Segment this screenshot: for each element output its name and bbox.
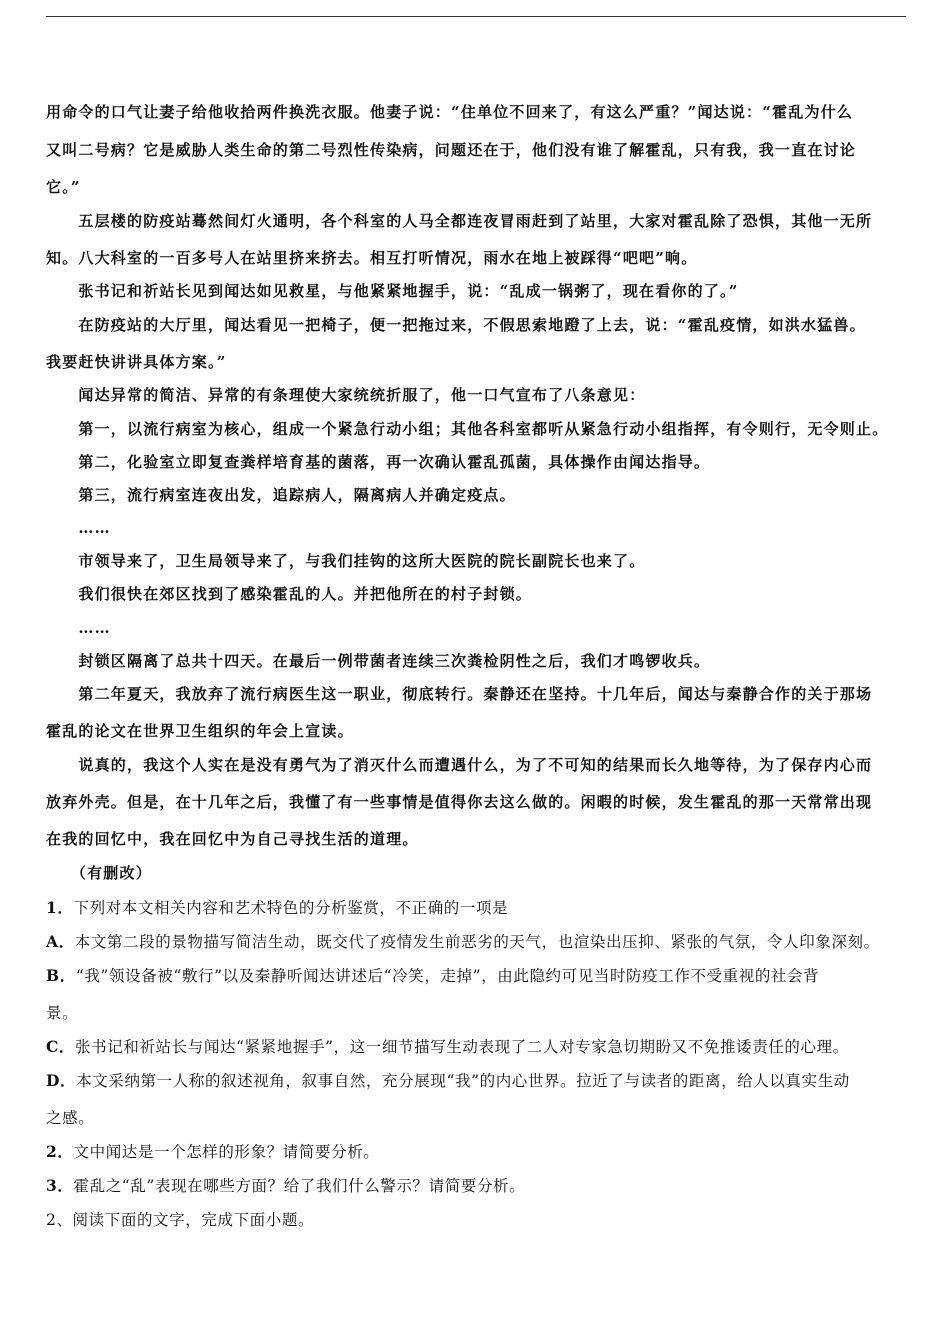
story-line: 我们很快在郊区找到了感染霍乱的人。并把他所在的村子封锁。 [46,585,533,603]
source-note: （有删改） [46,864,152,882]
option-letter: C． [46,1037,76,1056]
option-letter: D． [46,1071,77,1090]
question-line [46,1174,912,1196]
story-line: …… [46,619,111,637]
question-text: 霍乱之“乱”表现在哪些方面？给了我们什么警示？请简要分析。 [73,1177,526,1195]
question-number: 1． [46,898,74,917]
question-line [46,1140,912,1162]
option-line [46,964,912,986]
story-line: 我要赶快讲讲具体方案。” [46,353,227,371]
option-line [46,1106,912,1128]
story-line: 用命令的口气让妻子给他收拾两件换洗衣服。他妻子说：“住单位不回来了，有这么严重？”闻达说：“霍乱为什么 [46,103,854,121]
option-text: 之感。 [46,1109,95,1127]
option-text: 本文采纳第一人称的叙述视角，叙事自然，充分展现“我”的内心世界。拉近了与读者的距离，给人以真实生动 [76,1072,850,1090]
option-line [46,930,912,952]
story-line: 第二，化验室立即复查粪样培育基的菌落，再一次确认霍乱孤菌，具体操作由闻达指导。 [46,453,711,471]
header-rule [46,16,906,17]
story-line: 在防疫站的大厅里，闻达看见一把椅子，便一把拖过来，不假思索地蹬了上去，说：“霍乱疫情，如洪水猛兽。 [46,316,866,334]
question-line [46,896,912,918]
question-number: 2． [46,1142,74,1161]
section-heading [46,1208,912,1230]
question-text: 下列对本文相关内容和艺术特色的分析鉴赏，不正确的一项是 [73,899,509,917]
story-line: 市领导来了，卫生局领导来了，与我们挂钩的这所大医院的院长副院长也来了。 [46,552,646,570]
story-line: 在我的回忆中，我在回忆中为自己寻找生活的道理。 [46,830,419,848]
story-line: 知。八大科室的一百多号人在站里挤来挤去。相互打听情况，雨水在地上被踩得“吧吧”响。 [46,249,698,267]
story-line: 放弃外壳。但是，在十几年之后，我懂了有一些事情是值得你去这么做的。闲暇的时候，发生霍乱的那一天常常出现 [46,793,873,811]
question-text: 文中闻达是一个怎样的形象？请简要分析。 [73,1143,380,1161]
story-line: 第一，以流行病室为核心，组成一个紧急行动小组；其他各科室都听从紧急行动小组指挥，有令则行，无令则止。 [46,420,889,438]
option-text: 张书记和祈站长与闻达“紧紧地握手”，这一细节描写生动表现了二人对专家急切期盼又不免推诿责任的心理。 [75,1038,849,1056]
option-text: 景。 [46,1004,79,1022]
option-letter: A． [46,932,75,951]
story-line: 又叫二号病？它是威胁人类生命的第二号烈性传染病，问题还在于，他们没有谁了解霍乱，只有我，我一直在讨论 [46,141,857,159]
option-line [46,1001,912,1023]
section-heading-text: 2、阅读下面的文字，完成下面小题。 [46,1211,315,1229]
story-line: 说真的，我这个人实在是没有勇气为了消灭什么而遭遇什么，为了不可知的结果而长久地等待，为了保存内心而 [46,756,873,774]
story-line: 五层楼的防疫站蓦然间灯火通明，各个科室的人马全都连夜冒雨赶到了站里，大家对霍乱除了恐惧，其他一无所 [46,212,873,230]
option-letter: B． [46,966,76,985]
option-text: “我”领设备被“敷行”以及秦静听闻达讲述后“冷笑，走掉”，由此隐约可见当时防疫工作不受重视的社会背 [75,967,820,985]
question-number: 3． [46,1176,74,1195]
option-text: 本文第二段的景物描写简洁生动，既交代了疫情发生前恶劣的天气，也渲染出压抑、紧张的气氛，令人印象深刻。 [74,933,880,951]
option-line [46,1069,912,1091]
story-line: 封锁区隔离了总共十四天。在最后一例带菌者连续三次粪检阴性之后，我们才鸣锣收兵。 [46,652,711,670]
option-line [46,1035,912,1057]
story-line: 霍乱的论文在世界卫生组织的年会上宣读。 [46,722,354,740]
story-line: 它。” [46,178,81,196]
story-line: 第二年夏天，我放弃了流行病医生这一职业，彻底转行。秦静还在坚持。十几年后，闻达与秦静合作的关于那场 [46,685,873,703]
story-line: 闻达异常的简洁、异常的有条理使大家统统折服了，他一口气宣布了八条意见： [46,386,646,404]
story-line: 第三，流行病室连夜出发，追踪病人，隔离病人并确定疫点。 [46,486,516,504]
story-line: …… [46,519,111,537]
story-line: 张书记和祈站长见到闻达如见救星，与他紧紧地握手，说：“乱成一锅粥了，现在看你的了。” [46,282,739,300]
